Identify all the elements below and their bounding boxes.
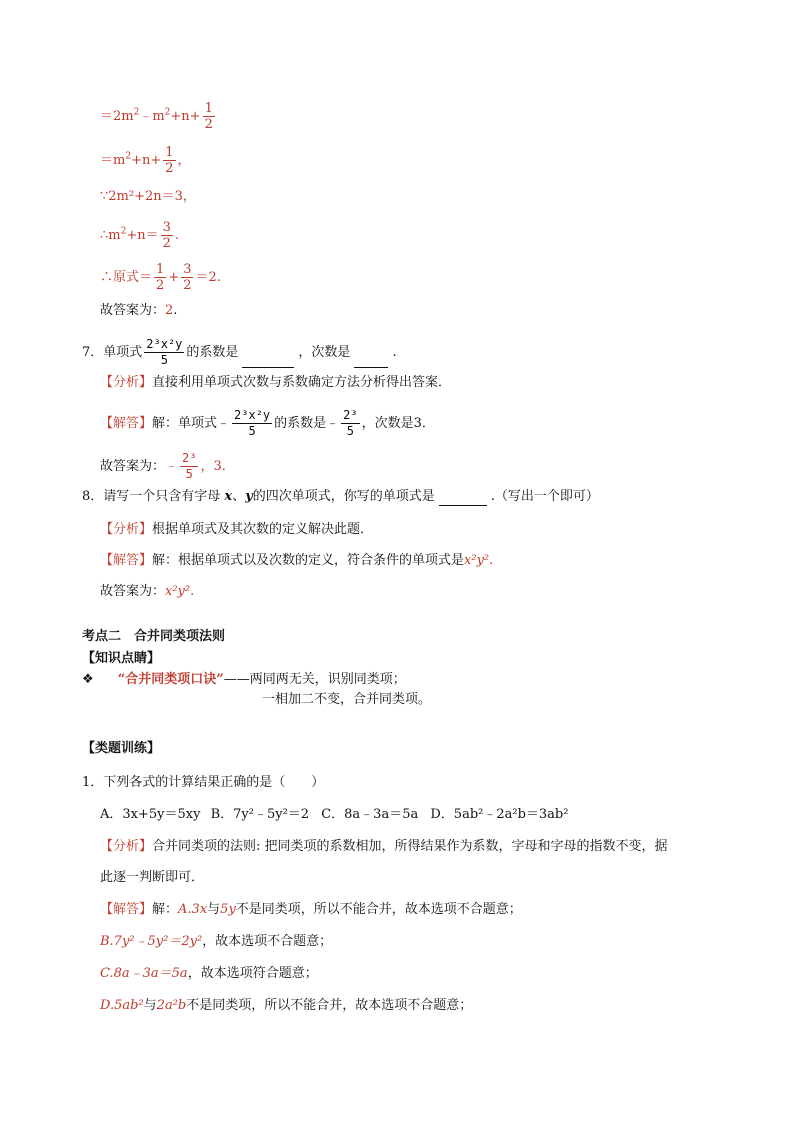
option-d: D．5ab²﹣2a²b＝3ab² [430,807,569,822]
q7-blank-1 [242,367,294,368]
fraction-denominator: 5 [248,424,256,438]
practice-1-line-d [100,997,472,1015]
fraction-denominator: 2 [183,278,192,293]
step5-part-a: ∴原式＝ [100,270,153,285]
fraction-numerator: 1 [165,145,174,160]
step5-fraction-1 [154,262,166,293]
practice-heading: 【类题训练】 [82,741,161,756]
option-a: A．3x+5y＝5xy [100,807,201,822]
solution6-step3: ∵2m²+2n＝3， [100,189,196,204]
fraction-denominator: 5 [160,353,168,367]
fraction-denominator: 2 [204,117,213,132]
step5-plus: + [168,270,180,285]
line-b-text: ，故本选项不合题意； [202,934,333,949]
solution-text: 解：根据单项式以及次数的定义，符合条件的单项式是 [152,553,465,568]
solution-a-mid: 与 [207,902,221,917]
fraction-numerator: 3 [162,220,171,235]
q8-analysis [100,521,373,539]
q8-text-b: 的四次单项式，你写的单项式是 [252,489,435,504]
q7-text-a: 的系数是 [186,345,239,360]
answer-end: . [173,303,178,318]
knowledge-heading: 【知识点睛】 [82,651,161,666]
q8-answer [100,583,194,601]
q8-y: y [245,489,253,504]
q7-solution [100,408,435,439]
q7-blank-2 [354,367,388,368]
step2-fraction [163,145,175,176]
q8-solution [100,552,493,570]
option-b: B．7y²﹣5y²＝2 [210,807,310,822]
analysis-text: 直接利用单项式次数与系数确定方法分析得出答案． [152,375,452,390]
step1-fraction [203,101,215,132]
question-8 [82,488,599,506]
practice-1-solution [100,901,522,919]
q7-fraction [144,337,184,368]
step2-part-b: +n+ [131,153,162,168]
step4-part-b: +n＝ [126,228,159,243]
q8-text-a: 8．请写一个只含有字母 [82,489,221,504]
q8-text-c: .（写出一个即可） [490,489,599,504]
section-title: 考点二 合并同类项法则 [82,629,226,644]
step5-end: ＝2. [195,270,221,285]
bullet-icon: ❖ [82,672,94,687]
step4-end: . [174,228,180,243]
q7-answer-fraction [180,451,198,482]
solution-expr: x²y². [464,553,494,568]
q7-number: 7．单项式 [82,345,143,360]
solution-part-b: 的系数是﹣ [274,416,340,431]
q7-answer [100,451,235,482]
solution-tag: 【解答】 [100,902,153,917]
q7-text-end: . [392,345,397,360]
analysis-tag: 【分析】 [100,375,153,390]
fraction-numerator: 1 [156,262,165,277]
q8-sep: 、 [232,489,246,504]
analysis-tag: 【分析】 [100,839,153,854]
line-c-expr: C.8a﹣3a＝5a [100,966,188,981]
q8-blank [439,505,487,506]
fraction-denominator: 2 [165,161,174,176]
line-d-mid: 与 [143,998,157,1013]
line-b-expr: B.7y²﹣5y²＝2y² [100,934,203,949]
solution6-answer [100,302,177,320]
q7-analysis [100,374,451,392]
fraction-numerator: 1 [204,101,213,116]
answer-label: 故答案为： [100,459,166,474]
fraction-denominator: 5 [185,467,193,481]
rhyme-title: “合并同类项口诀” [117,672,224,687]
answer-part-b: ，3． [200,459,235,474]
solution-prefix: 解： [152,902,179,917]
fraction-numerator: 2³x²y [234,408,271,422]
q7-text-b: ，次数是 [298,345,351,360]
q7-solution-fraction-2 [341,408,359,439]
solution6-step1: $=2m^2﹣m^2+n+$ $\frac{1}{2}$ [100,101,213,132]
fraction-numerator: 3 [183,262,192,277]
question-7 [82,337,397,368]
step4-part-a: ∴m [100,228,121,243]
answer-value: 2 [165,303,174,318]
analysis-tag: 【分析】 [100,522,153,537]
fraction-denominator: 2 [162,236,171,251]
line-d-expr-2: 2a²b [156,998,187,1013]
answer-label: 故答案为： [100,584,166,599]
step1-part-b: ﹣m [139,109,165,124]
fraction-denominator: 2 [156,278,165,293]
line-d-text: 不是同类项，所以不能合并，故本选项不合题意； [186,998,473,1013]
solution-tag: 【解答】 [100,553,153,568]
step4-fraction [161,220,173,251]
solution6-step5 [100,262,221,293]
step1-part-c: +n+ [170,109,201,124]
fraction-numerator: 2³ [182,451,197,465]
practice-1-options [100,806,568,824]
step2-part-a: ＝m [100,153,126,168]
step5-fraction-2 [181,262,193,293]
practice-1-line-b [100,933,332,951]
q8-x: x [224,489,233,504]
solution-part-a: 解：单项式﹣ [152,416,231,431]
answer-part-a: ﹣ [165,459,179,474]
rhyme-line-1-text: ——两同两无关，识别同类项； [223,672,406,687]
solution-a-text: 不是同类项，所以不能合并，故本选项不合题意； [235,902,522,917]
analysis-text-1: 合并同类项的法则: 把同类项的系数相加，所得结果作为系数，字母和字母的指数不变，据 [152,839,668,854]
practice-1-analysis-2: 此逐一判断即可． [100,870,205,885]
solution-a-expr-2: 5y [220,902,236,917]
option-c: C．8a﹣3a＝5a [321,807,419,822]
rhyme-line-2: 一相加二不变，合并同类项。 [262,692,432,707]
line-c-text: ，故本选项符合题意； [187,966,318,981]
step2-end: ， [177,153,191,168]
solution6-step4: $\therefore m^2+n=$ $\frac{3}{2}$ . [100,220,180,251]
solution-a-expr: A.3x [178,902,208,917]
fraction-numerator: 2³ [343,408,358,422]
step1-part-a: ＝2m [100,109,134,124]
rhyme-line-1 [82,671,406,689]
analysis-text: 根据单项式及其次数的定义解决此题． [152,522,374,537]
answer-label: 故答案为： [100,303,166,318]
fraction-denominator: 5 [346,424,355,438]
line-d-expr: D.5ab² [100,998,144,1013]
solution-tag: 【解答】 [100,416,153,431]
answer-expr: x²y². [165,584,195,599]
fraction-numerator: 2³x²y [146,337,183,351]
practice-1-question: 1．下列各式的计算结果正确的是（ ） [82,775,325,790]
solution6-step2: $=m^2+n+$ $\frac{1}{2}$ ， [100,145,191,176]
practice-1-line-c [100,965,318,983]
solution-part-c: ，次数是3． [361,416,435,431]
q7-solution-fraction [232,408,272,439]
practice-1-analysis [100,838,668,856]
